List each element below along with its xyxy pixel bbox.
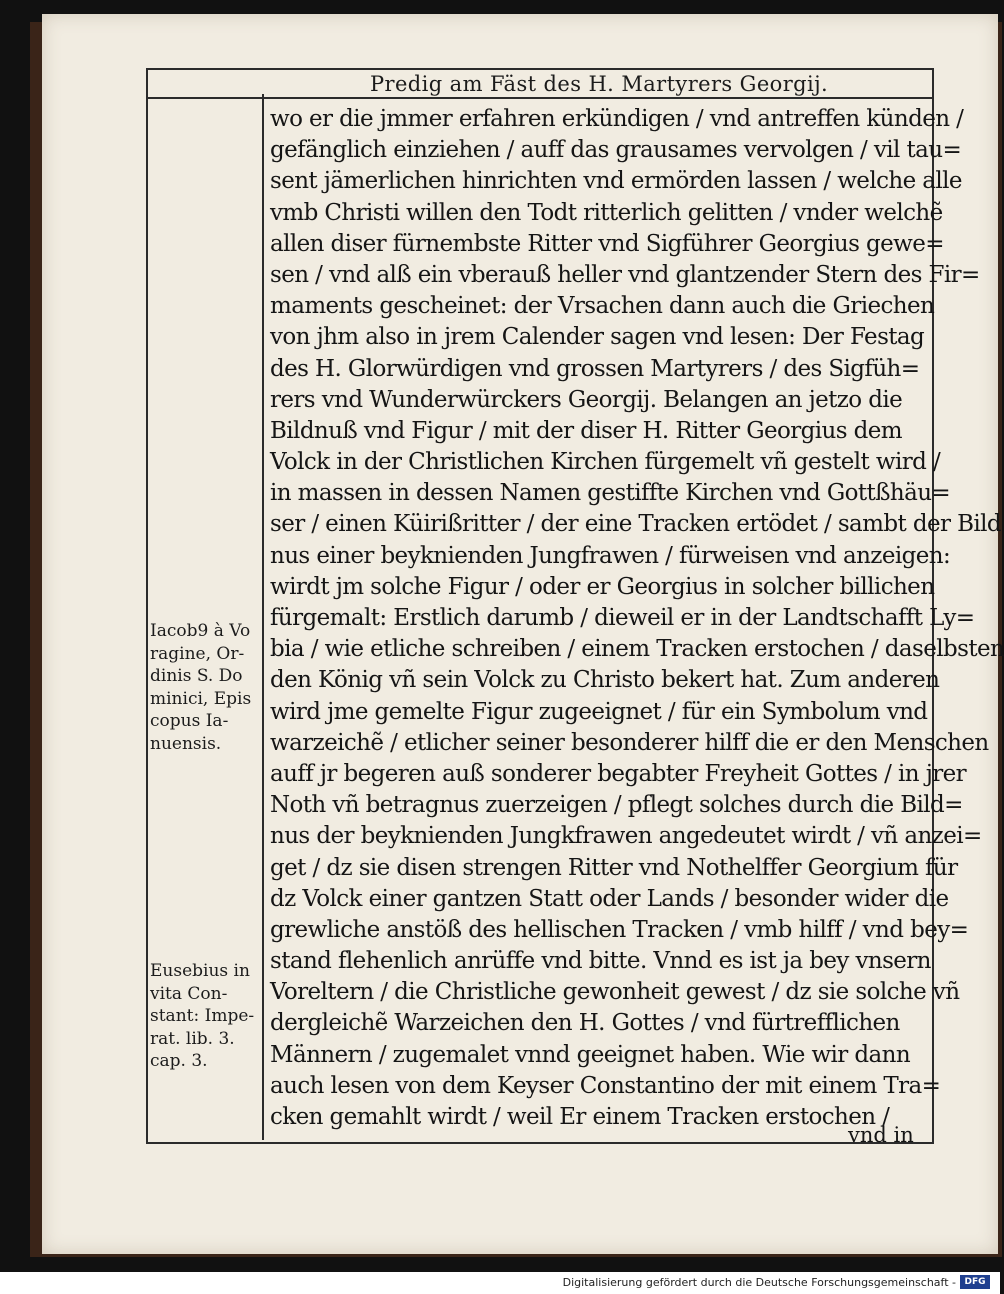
- text-line: nus der beyknienden Jungkfrawen angedeutet wirdt / vñ anzei=: [270, 823, 982, 850]
- running-head: Predig am Fäst des H. Martyrers Georgij.: [370, 72, 829, 96]
- text-line: get / dz sie disen strengen Ritter vnd Nothelffer Georgium für: [270, 854, 958, 881]
- text-line: maments gescheinet: der Vrsachen dann auch die Griechen: [270, 293, 935, 320]
- text-line: den König vñ sein Volck zu Christo bekert hat. Zum anderen: [270, 667, 940, 694]
- margin-note-line: copus Ia-: [150, 711, 229, 731]
- text-line: gefänglich einziehen / auff das grausames vervolgen / vil tau=: [270, 137, 962, 164]
- margin-note-line: vita Con-: [150, 983, 228, 1004]
- margin-divider: [262, 94, 264, 1140]
- margin-note-line: cap. 3.: [150, 1051, 208, 1071]
- margin-note-line: rat. lib. 3.: [150, 1028, 235, 1049]
- text-line: des H. Glorwürdigen vnd grossen Martyrers / des Sigfüh=: [270, 355, 920, 382]
- text-line: bia / wie etliche schreiben / einem Tracken erstochen / daselbsten: [270, 636, 1004, 663]
- text-line: in massen in dessen Namen gestiffte Kirchen vnd Gottßhäu=: [270, 480, 951, 507]
- margin-note-eusebius: [150, 960, 260, 1073]
- dfg-logo-icon: DFG: [960, 1275, 990, 1289]
- text-line: auch lesen von dem Keyser Constantino der mit einem Tra=: [270, 1072, 941, 1099]
- text-line: nus einer beyknienden Jungfrawen / fürweisen vnd anzeigen:: [270, 542, 951, 569]
- text-line: Volck in der Christlichen Kirchen fürgemelt vñ gestelt wird /: [270, 449, 941, 476]
- margin-note-line: nuensis.: [150, 733, 222, 754]
- text-line: warzeichẽ / etlicher seiner besonderer hilff die er den Menschen: [270, 729, 989, 756]
- text-line: grewliche anstöß des hellischen Tracken / vmb hilff / vnd bey=: [270, 916, 969, 943]
- text-line: auff jr begeren auß sonderer begabter Freyheit Gottes / in jrer: [270, 760, 967, 787]
- text-line: Männern / zugemalet vnnd geeignet haben. Wie wir dann: [270, 1041, 911, 1068]
- text-line: Voreltern / die Christliche gewonheit gewest / dz sie solche vñ: [270, 979, 960, 1006]
- margin-note-line: ragine, Or-: [150, 643, 245, 664]
- text-line: Noth vñ betragnus zuerzeigen / pflegt solches durch die Bild=: [270, 792, 963, 819]
- margin-note-line: Eusebius in: [150, 961, 250, 981]
- text-line: sen / vnd alß ein vberauß heller vnd glantzender Stern des Fir=: [270, 261, 980, 288]
- margin-note-line: stant: Impe-: [150, 1006, 255, 1026]
- text-line: allen diser fürnembste Ritter vnd Sigführer Georgius gewe=: [270, 230, 944, 257]
- catchword: vnd in: [848, 1123, 914, 1147]
- text-line: dergleichẽ Warzeichen den H. Gottes / vnd fürtrefflichen: [270, 1010, 900, 1037]
- text-line: wird jme gemelte Figur zugeeignet / für ein Symbolum vnd: [270, 698, 928, 725]
- text-line: stand flehenlich anrüffe vnd bitte. Vnnd es ist ja bey vnsern: [270, 948, 931, 975]
- text-line: von jhm also in jrem Calender sagen vnd lesen: Der Festag: [270, 324, 925, 351]
- margin-note-jacobus: [150, 620, 260, 755]
- text-line: dz Volck einer gantzen Statt oder Lands / besonder wider die: [270, 885, 949, 912]
- text-line: ser / einen Küirißritter / der eine Tracken ertödet / sambt der Bild: [270, 511, 1002, 538]
- text-line: wo er die jmmer erfahren erkündigen / vnd antreffen künden /: [270, 106, 964, 132]
- text-line: rers vnd Wunderwürckers Georgij. Belangen an jetzo die: [270, 386, 903, 413]
- text-line: sent jämerlichen hinrichten vnd ermörden lassen / welche alle: [270, 168, 962, 195]
- body-text: [270, 104, 1004, 1133]
- text-line: wirdt jm solche Figur / oder er Georgius in solcher billichen: [270, 573, 935, 600]
- text-line: cken gemahlt wirdt / weil Er einem Tracken erstochen /: [270, 1104, 890, 1130]
- margin-note-line: minici, Epis: [150, 688, 252, 709]
- margin-note-line: Iacob9 à Vo: [150, 621, 251, 641]
- text-line: Bildnuß vnd Figur / mit der diser H. Ritter Georgius dem: [270, 417, 902, 444]
- margin-note-line: dinis S. Do: [150, 666, 243, 686]
- text-line: fürgemalt: Erstlich darumb / dieweil er in der Landtschafft Ly=: [270, 605, 975, 631]
- funding-credit: Digitalisierung gefördert durch die Deutsche Forschungsgemeinschaft -: [562, 1276, 956, 1289]
- text-line: vmb Christi willen den Todt ritterlich gelitten / vnder welchẽ: [270, 199, 943, 226]
